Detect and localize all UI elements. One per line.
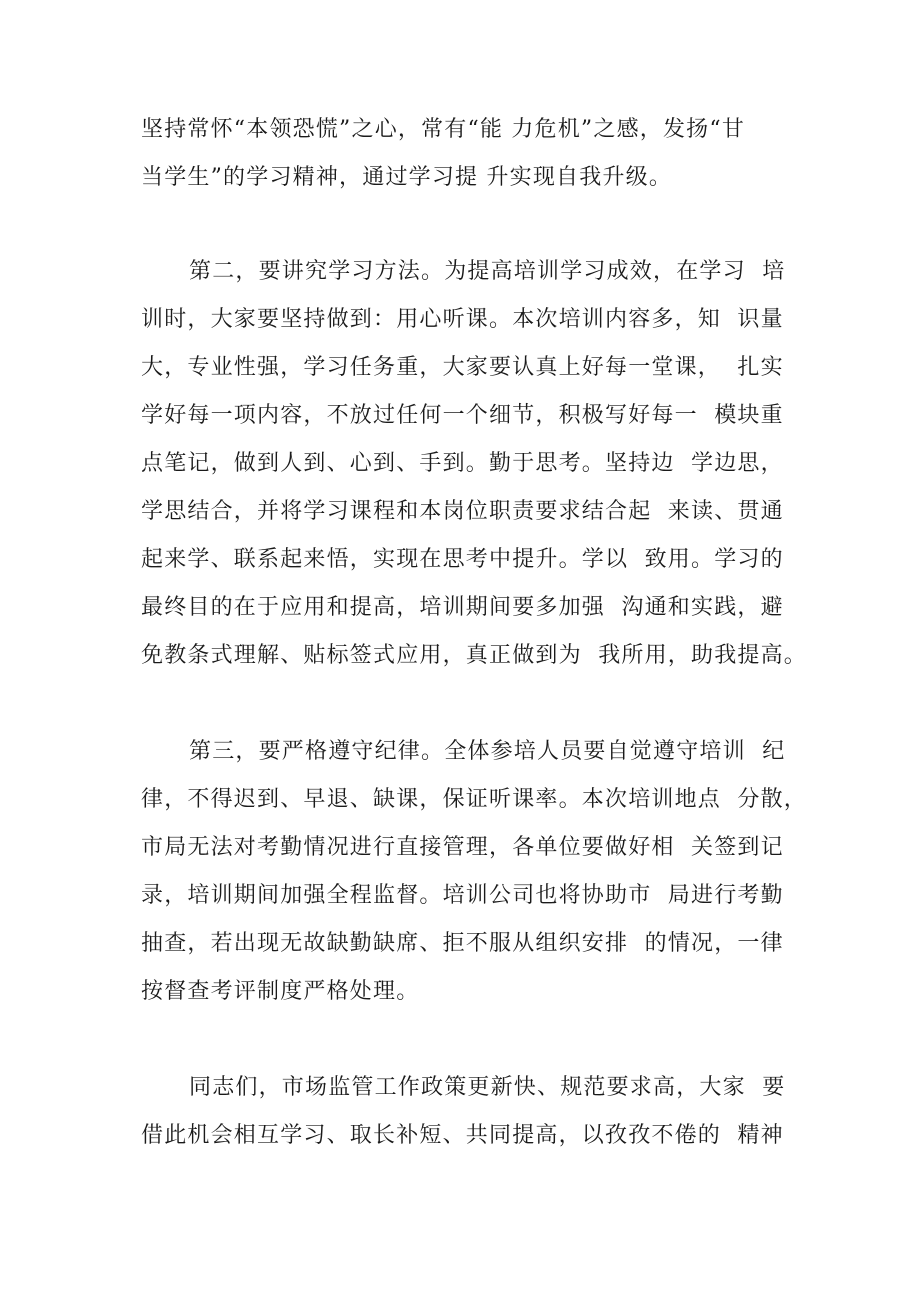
paragraph-4-line-2: 借此机会相互学习、取长补短、共同提高，以孜孜不倦的 精神 — [141, 1123, 784, 1148]
paragraph-2-line-7: 起来学、联系起来悟，实现在思考中提升。学以 致用。学习的 — [141, 547, 784, 572]
paragraph-3-line-3: 市局无法对考勤情况进行直接管理，各单位要做好相 关签到记 — [141, 835, 784, 860]
paragraph-3-line-5: 抽查，若出现无故缺勤缺席、拒不服从组织安排 的情况，一律 — [141, 931, 784, 956]
paragraph-2-line-5: 点笔记，做到人到、心到、手到。勤于思考。坚持边 学边思， — [141, 451, 784, 476]
paragraph-2-line-8: 最终目的在于应用和提高，培训期间要多加强 沟通和实践，避 — [141, 595, 784, 620]
paragraph-1-line-2: 当学生”的学习精神，通过学习提 升实现自我升级。 — [141, 165, 673, 190]
paragraph-2-line-6: 学思结合，并将学习课程和本岗位职责要求结合起 来读、贯通 — [141, 499, 784, 524]
paragraph-3-line-6: 按督查考评制度严格处理。 — [141, 979, 420, 1004]
paragraph-2-line-3: 大，专业性强，学习任务重，大家要认真上好每一堂课， 扎实 — [141, 355, 784, 380]
paragraph-2-line-4: 学好每一项内容，不放过任何一个细节，积极写好每一 模块重 — [141, 403, 784, 428]
paragraph-4-line-1: 同志们，市场监管工作政策更新快、规范要求高，大家 要 — [189, 1075, 786, 1100]
paragraph-2-line-9: 免教条式理解、贴标签式应用，真正做到为 我所用，助我提高。 — [141, 643, 807, 668]
paragraph-3-line-2: 律，不得迟到、早退、缺课，保证听课率。本次培训地点 分散， — [141, 787, 807, 812]
paragraph-3-line-4: 录，培训期间加强全程监督。培训公司也将协助市 局进行考勤 — [141, 883, 784, 908]
paragraph-2-line-2: 训时，大家要坚持做到：用心听课。本次培训内容多，知 识量 — [141, 307, 784, 332]
paragraph-1-line-1: 坚持常怀“本领恐慌”之心，常有“能 力危机”之感，发扬“甘 — [141, 117, 746, 142]
paragraph-3-line-1: 第三，要严格遵守纪律。全体参培人员要自觉遵守培训 纪 — [189, 739, 786, 764]
paragraph-2-line-1: 第二，要讲究学习方法。为提高培训学习成效，在学习 培 — [189, 259, 786, 284]
